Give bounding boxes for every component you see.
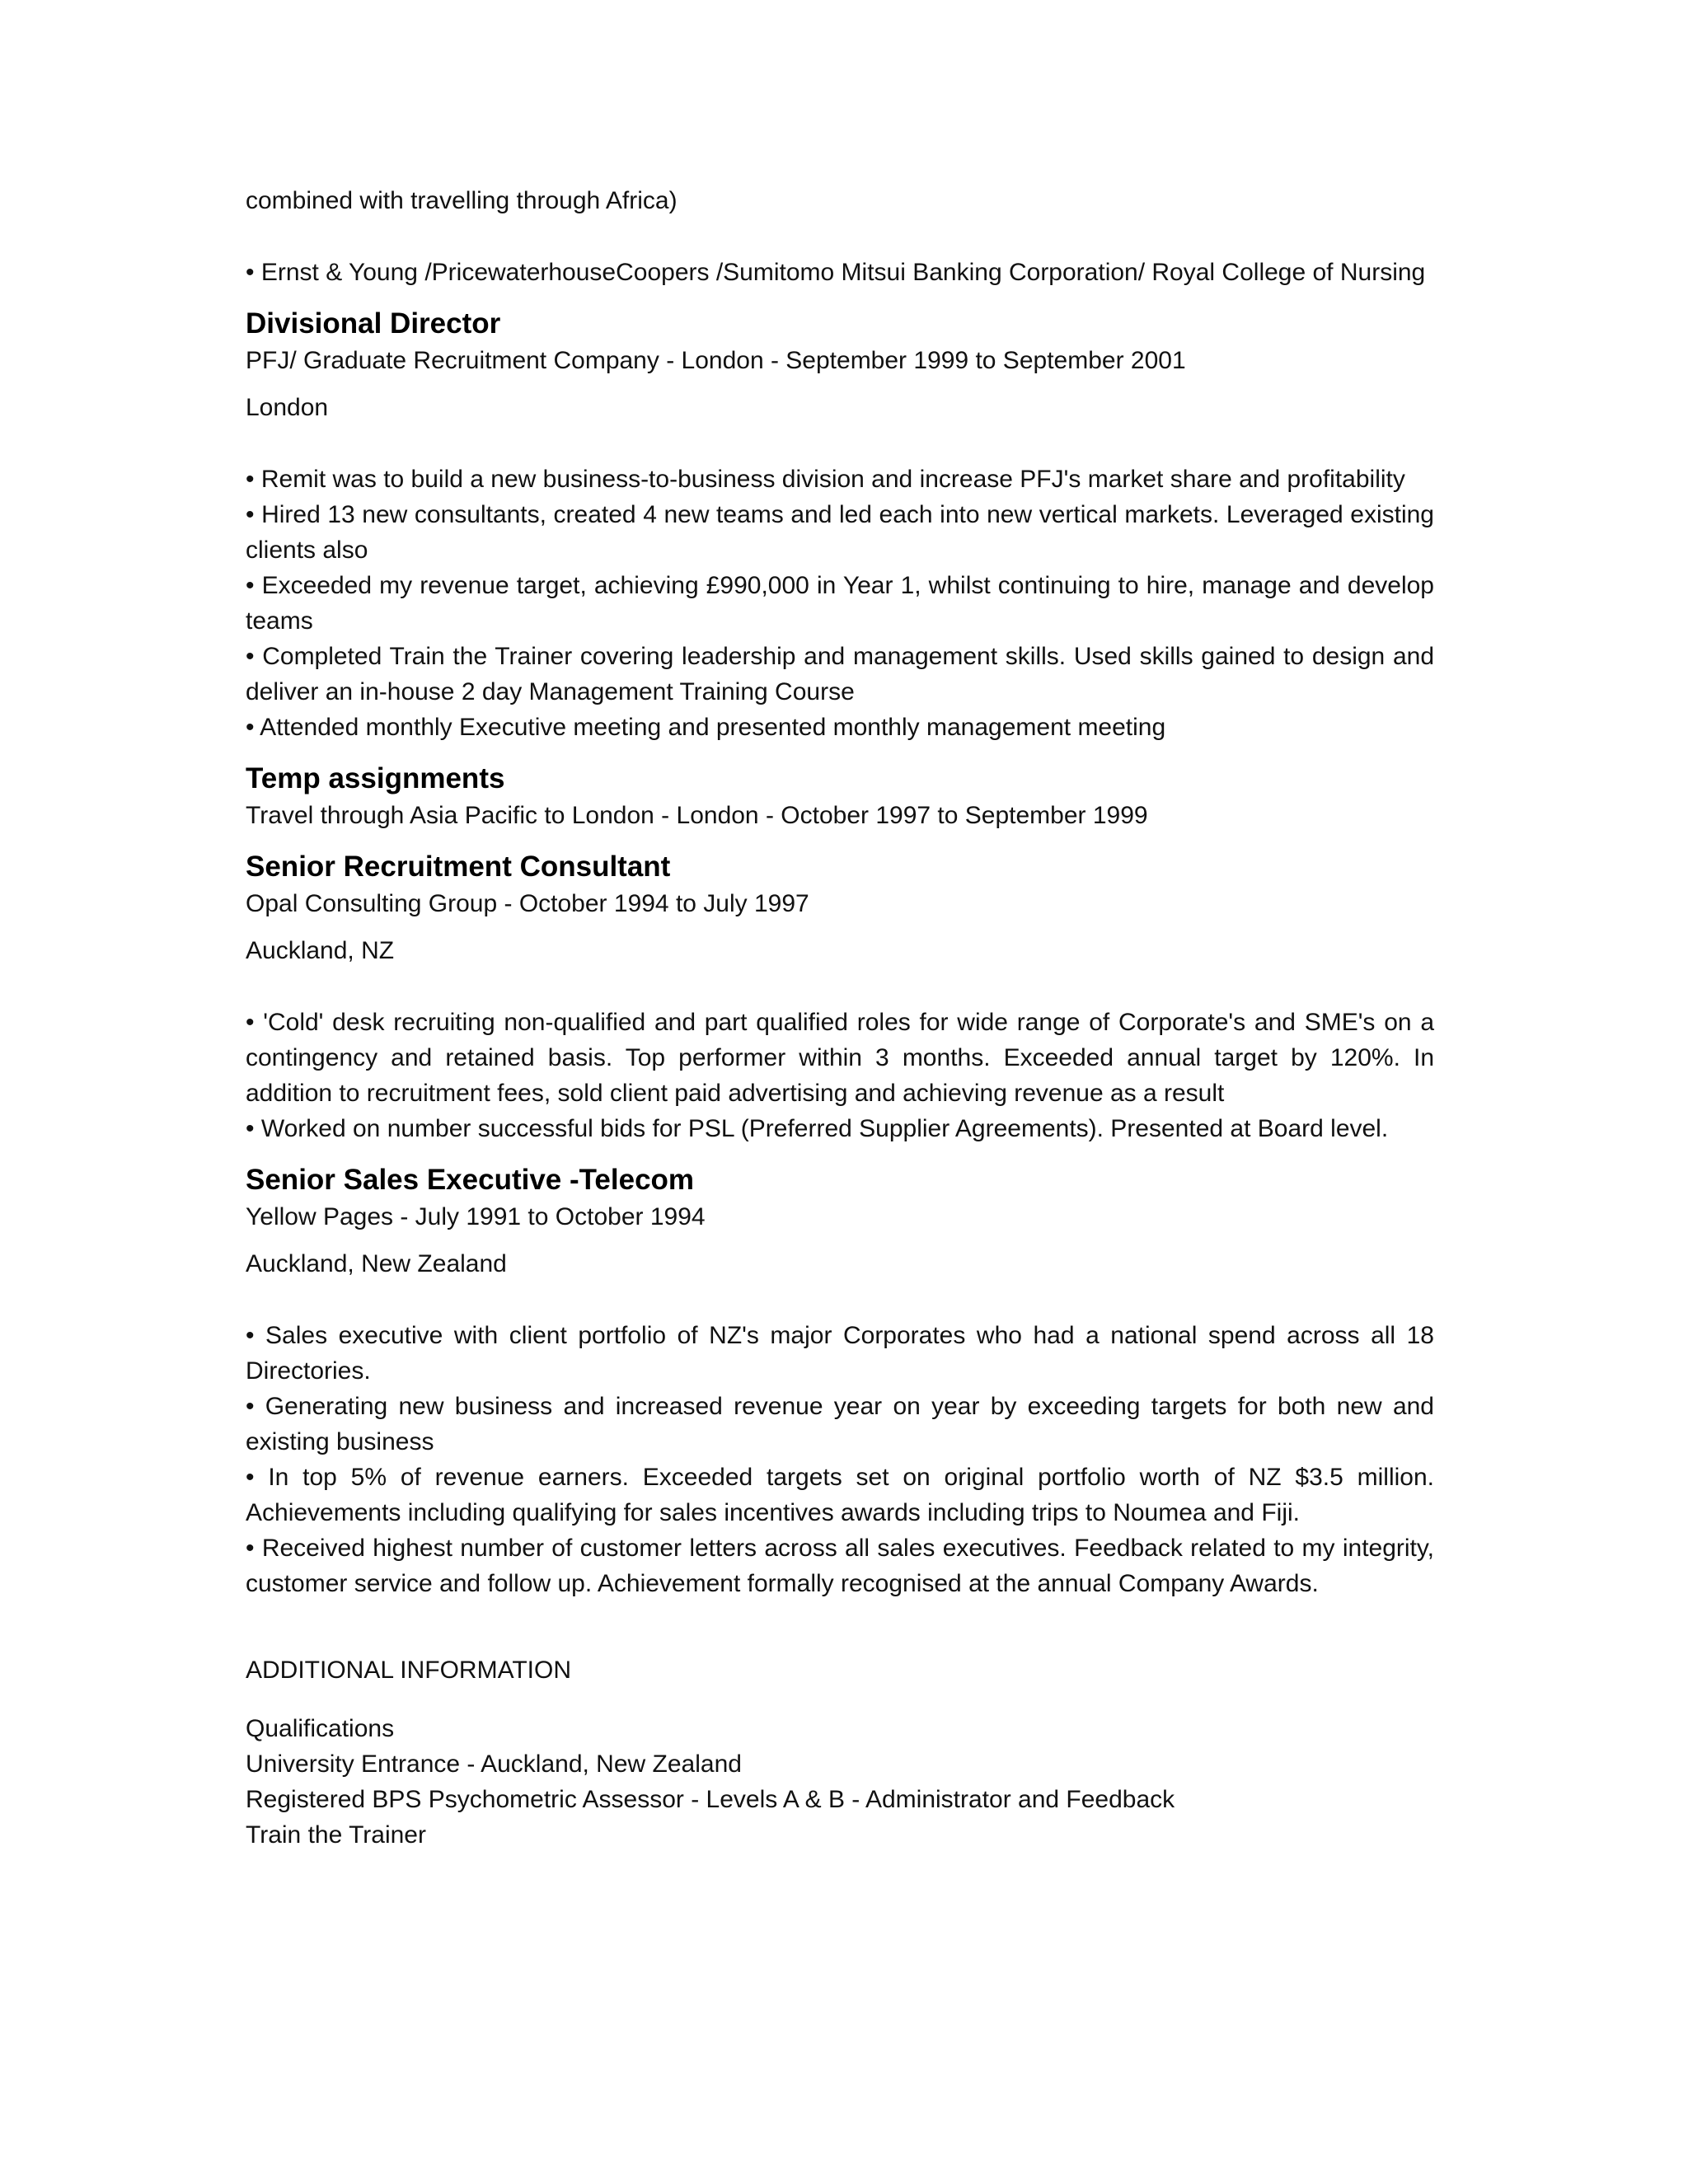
qualification-item: Train the Trainer bbox=[246, 1821, 426, 1849]
job-bullet: • Received highest number of customer letters across all sales executives. Feedback related to my integrity, customer service and follow up. Achievement formally recognised at the annual Company Awards. bbox=[246, 1535, 1434, 1597]
additional-information-section bbox=[246, 1652, 1434, 1853]
intro-continuation: combined with travelling through Africa) bbox=[246, 187, 678, 214]
qualification-item: University Entrance - Auckland, New Zealand bbox=[246, 1750, 742, 1778]
job-bullets bbox=[246, 1005, 1434, 1146]
job-location: Auckland, NZ bbox=[246, 937, 395, 964]
job-bullet: • In top 5% of revenue earners. Exceeded targets set on original portfolio worth of NZ $3.5 million. Achievements including qualifying for sales incentives awards including trips to Noumea and Fiji. bbox=[246, 1464, 1434, 1526]
job-bullet: • Worked on number successful bids for PSL (Preferred Supplier Agreements). Presented at Board level. bbox=[246, 1115, 1389, 1142]
job-company-line: PFJ/ Graduate Recruitment Company - London - September 1999 to September 2001 bbox=[246, 347, 1186, 374]
job-bullet: • Hired 13 new consultants, created 4 new teams and led each into new vertical markets. Leveraged existing clients also bbox=[246, 501, 1434, 564]
job-entry-temp-assignments bbox=[246, 760, 1434, 833]
job-bullet: • 'Cold' desk recruiting non-qualified and part qualified roles for wide range of Corporate's and SME's on a contingency and retained basis. Top performer within 3 months. Exceeded annual target by 120%. In addition to recruitment fees, sold client paid advertising and achieving revenue as a result bbox=[246, 1009, 1434, 1107]
section-heading: ADDITIONAL INFORMATION bbox=[246, 1657, 572, 1684]
job-location: London bbox=[246, 394, 329, 421]
job-bullet: • Remit was to build a new business-to-business division and increase PFJ's market share and profitability bbox=[246, 466, 1405, 493]
job-title: Senior Sales Executive -Telecom bbox=[246, 1164, 695, 1196]
job-bullet: • Exceeded my revenue target, achieving £990,000 in Year 1, whilst continuing to hire, manage and develop teams bbox=[246, 572, 1434, 635]
job-entry-divisional-director bbox=[246, 305, 1434, 745]
clients-bullet: • Ernst & Young /PricewaterhouseCoopers /Sumitomo Mitsui Banking Corporation/ Royal College of Nursing bbox=[246, 259, 1426, 286]
job-bullet: • Sales executive with client portfolio of NZ's major Corporates who had a national spend across all 18 Directories. bbox=[246, 1322, 1434, 1385]
job-bullet: • Generating new business and increased revenue year on year by exceeding targets for both new and existing business bbox=[246, 1393, 1434, 1455]
job-bullet: • Attended monthly Executive meeting and presented monthly management meeting bbox=[246, 714, 1166, 741]
job-entry-senior-recruitment-consultant bbox=[246, 848, 1434, 1146]
job-title: Temp assignments bbox=[246, 762, 505, 794]
job-entry-senior-sales-executive bbox=[246, 1161, 1434, 1601]
job-company-line: Opal Consulting Group - October 1994 to July 1997 bbox=[246, 890, 809, 917]
job-bullets bbox=[246, 462, 1434, 745]
job-title: Divisional Director bbox=[246, 307, 501, 340]
job-bullets bbox=[246, 1318, 1434, 1601]
job-bullet: • Completed Train the Trainer covering leadership and management skills. Used skills gained to design and deliver an in-house 2 day Management Training Course bbox=[246, 643, 1434, 705]
job-company-line: Yellow Pages - July 1991 to October 1994 bbox=[246, 1203, 706, 1230]
resume-page bbox=[246, 183, 1434, 1853]
job-title: Senior Recruitment Consultant bbox=[246, 851, 671, 883]
qualification-item: Registered BPS Psychometric Assessor - Levels A & B - Administrator and Feedback bbox=[246, 1786, 1175, 1813]
job-company-line: Travel through Asia Pacific to London - London - October 1997 to September 1999 bbox=[246, 802, 1148, 829]
qualifications-label: Qualifications bbox=[246, 1715, 395, 1742]
job-location: Auckland, New Zealand bbox=[246, 1250, 507, 1277]
